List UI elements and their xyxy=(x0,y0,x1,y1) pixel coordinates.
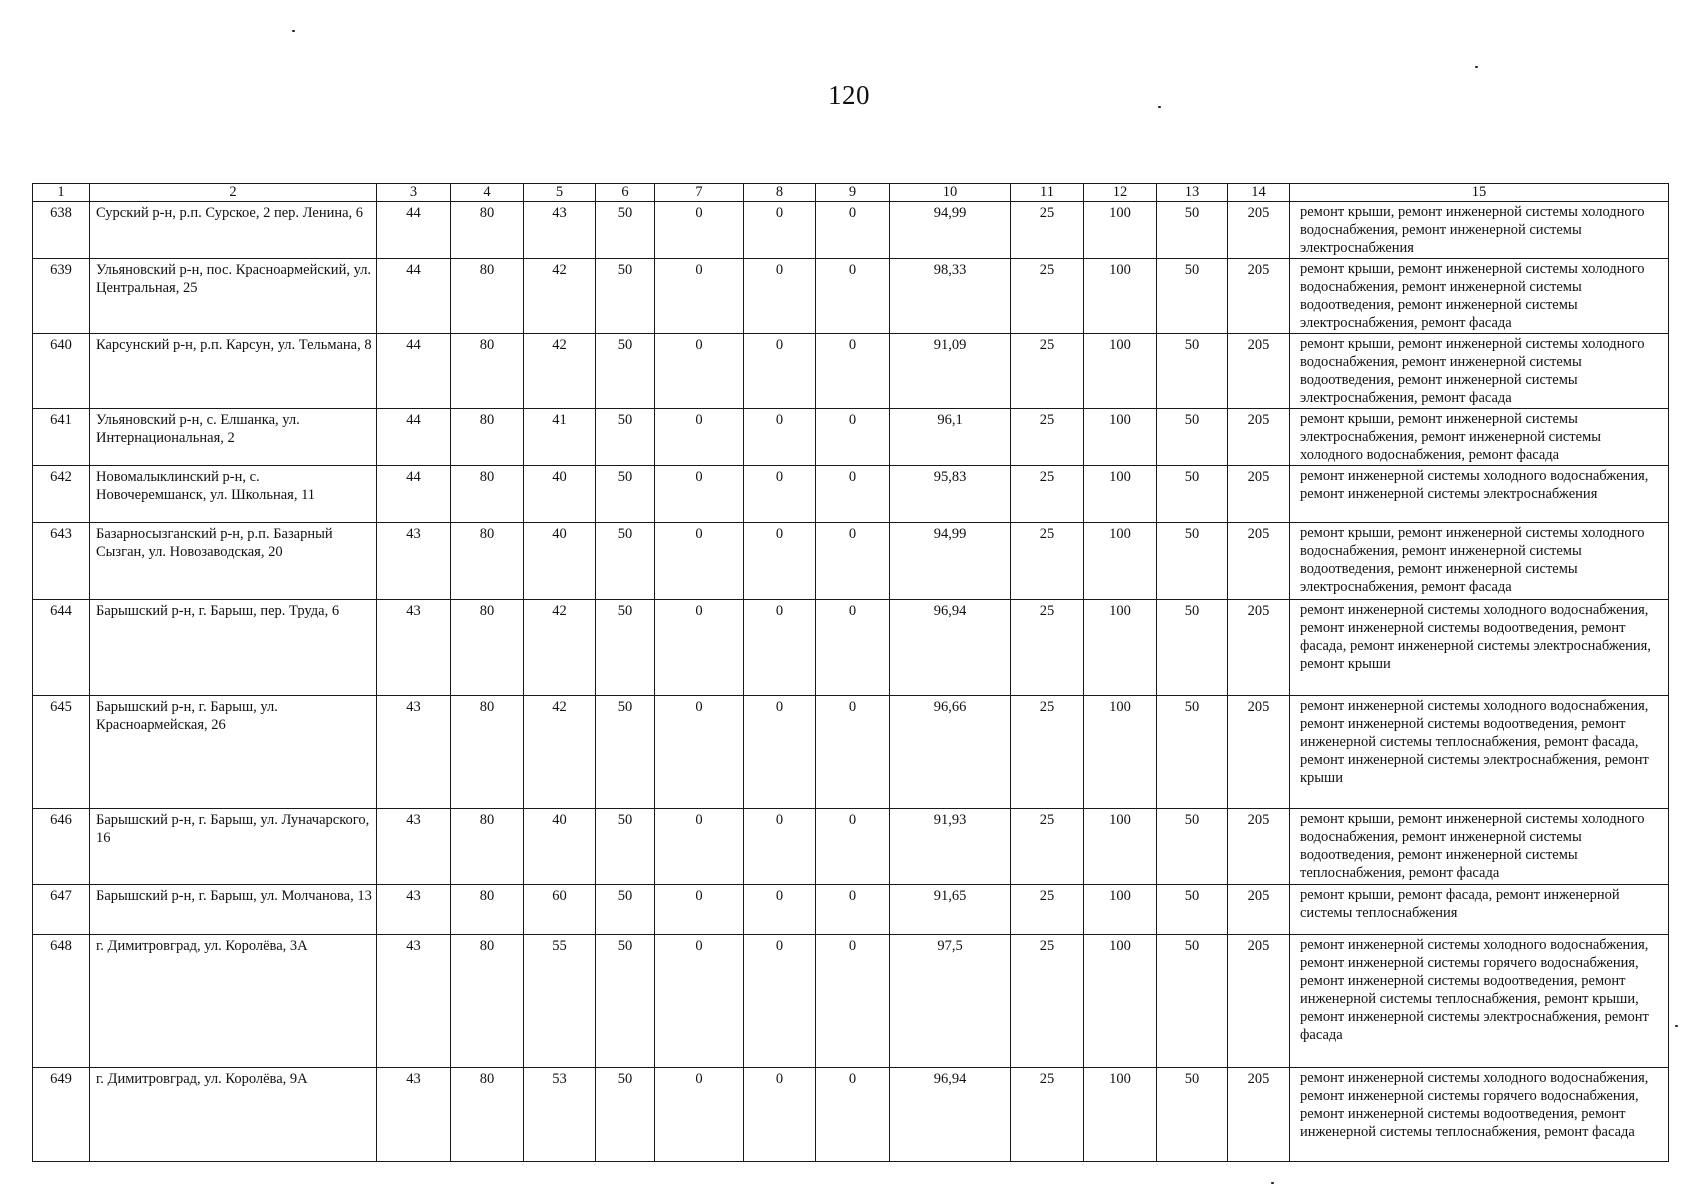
col-9-cell: 0 xyxy=(816,1068,890,1162)
scan-speck xyxy=(1475,66,1478,68)
col-12-cell: 100 xyxy=(1084,202,1157,259)
col-11-cell: 25 xyxy=(1011,523,1084,600)
col-12-cell: 100 xyxy=(1084,935,1157,1068)
col-4-cell: 80 xyxy=(451,334,524,409)
col-11-cell: 25 xyxy=(1011,466,1084,523)
col-header: 10 xyxy=(890,184,1011,202)
col-11-cell: 25 xyxy=(1011,885,1084,935)
col-9-cell: 0 xyxy=(816,600,890,696)
row-number-cell: 647 xyxy=(33,885,90,935)
col-14-cell: 205 xyxy=(1228,600,1290,696)
col-3-cell: 43 xyxy=(377,1068,451,1162)
table-row xyxy=(33,885,1669,935)
col-header: 2 xyxy=(90,184,377,202)
col-7-cell: 0 xyxy=(655,466,744,523)
col-8-cell: 0 xyxy=(744,1068,816,1162)
col-7-cell: 0 xyxy=(655,809,744,885)
col-3-cell: 44 xyxy=(377,259,451,334)
col-header: 6 xyxy=(596,184,655,202)
row-number-cell: 645 xyxy=(33,696,90,809)
table-row xyxy=(33,409,1669,466)
scan-speck xyxy=(292,30,295,32)
col-12-cell: 100 xyxy=(1084,696,1157,809)
repair-works-cell: ремонт крыши, ремонт инженерной системы электроснабжения, ремонт инженерной системы холодного водоснабжения, ремонт фасада xyxy=(1290,409,1669,466)
table-row xyxy=(33,202,1669,259)
col-7-cell: 0 xyxy=(655,334,744,409)
col-4-cell: 80 xyxy=(451,696,524,809)
col-5-cell: 40 xyxy=(524,523,596,600)
col-8-cell: 0 xyxy=(744,466,816,523)
col-14-cell: 205 xyxy=(1228,202,1290,259)
col-9-cell: 0 xyxy=(816,523,890,600)
table-row xyxy=(33,809,1669,885)
col-6-cell: 50 xyxy=(596,809,655,885)
col-11-cell: 25 xyxy=(1011,696,1084,809)
col-7-cell: 0 xyxy=(655,600,744,696)
col-4-cell: 80 xyxy=(451,1068,524,1162)
col-11-cell: 25 xyxy=(1011,600,1084,696)
col-14-cell: 205 xyxy=(1228,466,1290,523)
col-7-cell: 0 xyxy=(655,1068,744,1162)
col-10-cell: 98,33 xyxy=(890,259,1011,334)
col-9-cell: 0 xyxy=(816,885,890,935)
table-row xyxy=(33,600,1669,696)
col-3-cell: 43 xyxy=(377,885,451,935)
address-cell: Карсунский р-н, р.п. Карсун, ул. Тельмана, 8 xyxy=(90,334,377,409)
col-4-cell: 80 xyxy=(451,885,524,935)
address-cell: г. Димитровград, ул. Королёва, 9А xyxy=(90,1068,377,1162)
col-4-cell: 80 xyxy=(451,466,524,523)
row-number-cell: 640 xyxy=(33,334,90,409)
col-12-cell: 100 xyxy=(1084,409,1157,466)
col-7-cell: 0 xyxy=(655,523,744,600)
col-3-cell: 43 xyxy=(377,523,451,600)
col-14-cell: 205 xyxy=(1228,259,1290,334)
address-cell: Барышский р-н, г. Барыш, пер. Труда, 6 xyxy=(90,600,377,696)
col-5-cell: 41 xyxy=(524,409,596,466)
col-9-cell: 0 xyxy=(816,466,890,523)
repair-works-cell: ремонт крыши, ремонт инженерной системы холодного водоснабжения, ремонт инженерной системы водоотведения, ремонт инженерной системы электроснабжения, ремонт фасада xyxy=(1290,334,1669,409)
row-number-cell: 641 xyxy=(33,409,90,466)
col-header: 13 xyxy=(1157,184,1228,202)
repair-works-cell: ремонт инженерной системы холодного водоснабжения, ремонт инженерной системы горячего водоснабжения, ремонт инженерной системы водоотведения, ремонт инженерной системы теплоснабжения, ремонт крыши, ремонт инженерной системы электроснабжения, ремонт фасада xyxy=(1290,935,1669,1068)
col-header: 12 xyxy=(1084,184,1157,202)
col-12-cell: 100 xyxy=(1084,885,1157,935)
col-11-cell: 25 xyxy=(1011,409,1084,466)
col-5-cell: 40 xyxy=(524,466,596,523)
col-5-cell: 42 xyxy=(524,334,596,409)
col-header: 4 xyxy=(451,184,524,202)
col-10-cell: 96,1 xyxy=(890,409,1011,466)
col-5-cell: 60 xyxy=(524,885,596,935)
col-12-cell: 100 xyxy=(1084,334,1157,409)
col-5-cell: 43 xyxy=(524,202,596,259)
col-14-cell: 205 xyxy=(1228,1068,1290,1162)
col-10-cell: 94,99 xyxy=(890,202,1011,259)
col-6-cell: 50 xyxy=(596,466,655,523)
col-8-cell: 0 xyxy=(744,935,816,1068)
col-13-cell: 50 xyxy=(1157,935,1228,1068)
scan-speck xyxy=(1158,106,1161,108)
col-14-cell: 205 xyxy=(1228,334,1290,409)
table-row xyxy=(33,259,1669,334)
col-10-cell: 95,83 xyxy=(890,466,1011,523)
table-row xyxy=(33,696,1669,809)
address-cell: г. Димитровград, ул. Королёва, 3А xyxy=(90,935,377,1068)
header-row xyxy=(33,184,1669,202)
col-10-cell: 97,5 xyxy=(890,935,1011,1068)
col-3-cell: 43 xyxy=(377,935,451,1068)
col-3-cell: 44 xyxy=(377,334,451,409)
table-row xyxy=(33,1068,1669,1162)
table-row xyxy=(33,334,1669,409)
col-9-cell: 0 xyxy=(816,809,890,885)
col-13-cell: 50 xyxy=(1157,202,1228,259)
repair-works-cell: ремонт крыши, ремонт инженерной системы холодного водоснабжения, ремонт инженерной системы водоотведения, ремонт инженерной системы электроснабжения, ремонт фасада xyxy=(1290,523,1669,600)
row-number-cell: 643 xyxy=(33,523,90,600)
col-10-cell: 96,66 xyxy=(890,696,1011,809)
col-4-cell: 80 xyxy=(451,600,524,696)
col-7-cell: 0 xyxy=(655,935,744,1068)
repair-works-cell: ремонт крыши, ремонт инженерной системы холодного водоснабжения, ремонт инженерной системы водоотведения, ремонт инженерной системы электроснабжения, ремонт фасада xyxy=(1290,259,1669,334)
col-11-cell: 25 xyxy=(1011,202,1084,259)
col-6-cell: 50 xyxy=(596,523,655,600)
col-8-cell: 0 xyxy=(744,600,816,696)
table-row xyxy=(33,935,1669,1068)
col-3-cell: 44 xyxy=(377,409,451,466)
col-7-cell: 0 xyxy=(655,202,744,259)
col-header: 15 xyxy=(1290,184,1669,202)
col-6-cell: 50 xyxy=(596,334,655,409)
col-11-cell: 25 xyxy=(1011,334,1084,409)
repair-works-cell: ремонт крыши, ремонт фасада, ремонт инженерной системы теплоснабжения xyxy=(1290,885,1669,935)
repair-works-cell: ремонт инженерной системы холодного водоснабжения, ремонт инженерной системы водоотведения, ремонт инженерной системы теплоснабжения, ремонт фасада, ремонт инженерной системы электроснабжения, ремонт крыши xyxy=(1290,696,1669,809)
row-number-cell: 639 xyxy=(33,259,90,334)
col-9-cell: 0 xyxy=(816,409,890,466)
col-13-cell: 50 xyxy=(1157,809,1228,885)
col-14-cell: 205 xyxy=(1228,696,1290,809)
col-8-cell: 0 xyxy=(744,334,816,409)
col-6-cell: 50 xyxy=(596,259,655,334)
col-12-cell: 100 xyxy=(1084,1068,1157,1162)
page-number: 120 xyxy=(828,80,870,110)
col-13-cell: 50 xyxy=(1157,259,1228,334)
col-13-cell: 50 xyxy=(1157,1068,1228,1162)
col-3-cell: 44 xyxy=(377,466,451,523)
address-cell: Новомалыклинский р-н, с. Новочеремшанск, ул. Школьная, 11 xyxy=(90,466,377,523)
col-11-cell: 25 xyxy=(1011,259,1084,334)
col-8-cell: 0 xyxy=(744,409,816,466)
col-13-cell: 50 xyxy=(1157,334,1228,409)
col-10-cell: 91,93 xyxy=(890,809,1011,885)
row-number-cell: 648 xyxy=(33,935,90,1068)
scan-speck xyxy=(1675,1025,1678,1027)
row-number-cell: 642 xyxy=(33,466,90,523)
table-row xyxy=(33,523,1669,600)
col-10-cell: 91,65 xyxy=(890,885,1011,935)
address-cell: Барышский р-н, г. Барыш, ул. Молчанова, 13 xyxy=(90,885,377,935)
col-9-cell: 0 xyxy=(816,202,890,259)
col-9-cell: 0 xyxy=(816,259,890,334)
data-table xyxy=(32,183,1669,1162)
col-8-cell: 0 xyxy=(744,696,816,809)
col-3-cell: 43 xyxy=(377,600,451,696)
col-7-cell: 0 xyxy=(655,696,744,809)
col-4-cell: 80 xyxy=(451,202,524,259)
col-12-cell: 100 xyxy=(1084,809,1157,885)
col-12-cell: 100 xyxy=(1084,259,1157,334)
repair-works-cell: ремонт инженерной системы холодного водоснабжения, ремонт инженерной системы электроснабжения xyxy=(1290,466,1669,523)
col-9-cell: 0 xyxy=(816,935,890,1068)
col-9-cell: 0 xyxy=(816,696,890,809)
col-header: 8 xyxy=(744,184,816,202)
scan-speck xyxy=(1271,1182,1274,1184)
col-9-cell: 0 xyxy=(816,334,890,409)
col-12-cell: 100 xyxy=(1084,523,1157,600)
col-6-cell: 50 xyxy=(596,409,655,466)
col-6-cell: 50 xyxy=(596,600,655,696)
repair-works-cell: ремонт инженерной системы холодного водоснабжения, ремонт инженерной системы горячего водоснабжения, ремонт инженерной системы водоотведения, ремонт инженерной системы теплоснабжения, ремонт фасада xyxy=(1290,1068,1669,1162)
col-10-cell: 91,09 xyxy=(890,334,1011,409)
col-11-cell: 25 xyxy=(1011,935,1084,1068)
table-body xyxy=(33,202,1669,1162)
col-7-cell: 0 xyxy=(655,259,744,334)
col-14-cell: 205 xyxy=(1228,409,1290,466)
col-header: 9 xyxy=(816,184,890,202)
col-11-cell: 25 xyxy=(1011,809,1084,885)
col-13-cell: 50 xyxy=(1157,409,1228,466)
col-14-cell: 205 xyxy=(1228,809,1290,885)
address-cell: Барышский р-н, г. Барыш, ул. Луначарского, 16 xyxy=(90,809,377,885)
col-3-cell: 43 xyxy=(377,696,451,809)
col-8-cell: 0 xyxy=(744,259,816,334)
repair-works-cell: ремонт крыши, ремонт инженерной системы холодного водоснабжения, ремонт инженерной системы водоотведения, ремонт инженерной системы теплоснабжения, ремонт фасада xyxy=(1290,809,1669,885)
col-3-cell: 43 xyxy=(377,809,451,885)
col-13-cell: 50 xyxy=(1157,696,1228,809)
col-header: 1 xyxy=(33,184,90,202)
col-13-cell: 50 xyxy=(1157,600,1228,696)
address-cell: Ульяновский р-н, с. Елшанка, ул. Интернациональная, 2 xyxy=(90,409,377,466)
col-5-cell: 40 xyxy=(524,809,596,885)
col-13-cell: 50 xyxy=(1157,466,1228,523)
col-13-cell: 50 xyxy=(1157,885,1228,935)
row-number-cell: 646 xyxy=(33,809,90,885)
col-header: 14 xyxy=(1228,184,1290,202)
col-header: 11 xyxy=(1011,184,1084,202)
col-12-cell: 100 xyxy=(1084,466,1157,523)
row-number-cell: 649 xyxy=(33,1068,90,1162)
col-5-cell: 53 xyxy=(524,1068,596,1162)
col-4-cell: 80 xyxy=(451,809,524,885)
col-10-cell: 96,94 xyxy=(890,1068,1011,1162)
row-number-cell: 644 xyxy=(33,600,90,696)
col-6-cell: 50 xyxy=(596,1068,655,1162)
repair-works-cell: ремонт инженерной системы холодного водоснабжения, ремонт инженерной системы водоотведения, ремонт фасада, ремонт инженерной системы электроснабжения, ремонт крыши xyxy=(1290,600,1669,696)
col-3-cell: 44 xyxy=(377,202,451,259)
repair-works-cell: ремонт крыши, ремонт инженерной системы холодного водоснабжения, ремонт инженерной системы электроснабжения xyxy=(1290,202,1669,259)
col-5-cell: 42 xyxy=(524,259,596,334)
col-6-cell: 50 xyxy=(596,935,655,1068)
col-header: 7 xyxy=(655,184,744,202)
address-cell: Базарносызганский р-н, р.п. Базарный Сызган, ул. Новозаводская, 20 xyxy=(90,523,377,600)
col-7-cell: 0 xyxy=(655,885,744,935)
col-header: 3 xyxy=(377,184,451,202)
col-8-cell: 0 xyxy=(744,523,816,600)
col-12-cell: 100 xyxy=(1084,600,1157,696)
col-4-cell: 80 xyxy=(451,259,524,334)
col-6-cell: 50 xyxy=(596,885,655,935)
col-5-cell: 55 xyxy=(524,935,596,1068)
col-13-cell: 50 xyxy=(1157,523,1228,600)
col-8-cell: 0 xyxy=(744,885,816,935)
col-7-cell: 0 xyxy=(655,409,744,466)
row-number-cell: 638 xyxy=(33,202,90,259)
address-cell: Барышский р-н, г. Барыш, ул. Красноармейская, 26 xyxy=(90,696,377,809)
address-cell: Ульяновский р-н, пос. Красноармейский, ул. Центральная, 25 xyxy=(90,259,377,334)
col-header: 5 xyxy=(524,184,596,202)
col-10-cell: 96,94 xyxy=(890,600,1011,696)
col-11-cell: 25 xyxy=(1011,1068,1084,1162)
col-5-cell: 42 xyxy=(524,600,596,696)
col-14-cell: 205 xyxy=(1228,935,1290,1068)
col-8-cell: 0 xyxy=(744,809,816,885)
col-8-cell: 0 xyxy=(744,202,816,259)
table-row xyxy=(33,466,1669,523)
col-6-cell: 50 xyxy=(596,696,655,809)
col-4-cell: 80 xyxy=(451,935,524,1068)
col-4-cell: 80 xyxy=(451,409,524,466)
col-14-cell: 205 xyxy=(1228,885,1290,935)
col-10-cell: 94,99 xyxy=(890,523,1011,600)
col-4-cell: 80 xyxy=(451,523,524,600)
col-5-cell: 42 xyxy=(524,696,596,809)
col-6-cell: 50 xyxy=(596,202,655,259)
address-cell: Сурский р-н, р.п. Сурское, 2 пер. Ленина, 6 xyxy=(90,202,377,259)
col-14-cell: 205 xyxy=(1228,523,1290,600)
